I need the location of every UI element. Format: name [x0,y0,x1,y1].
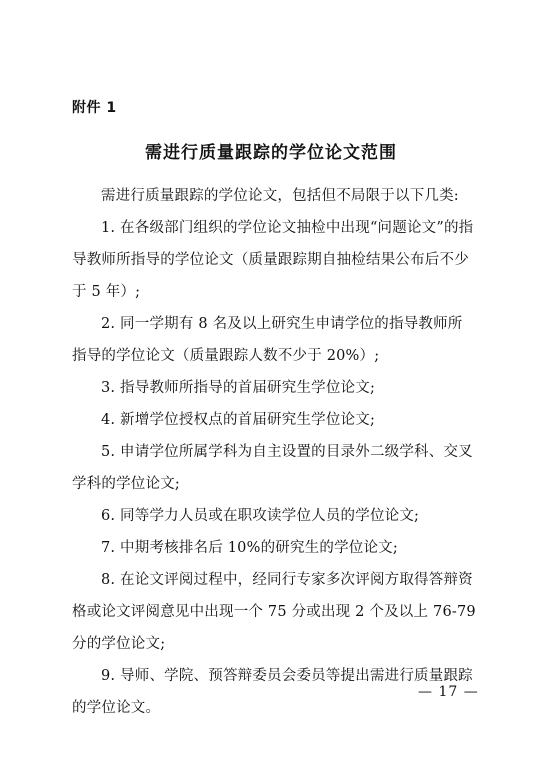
page-number: — 17 — [418,684,479,700]
document-title: 需进行质量跟踪的学位论文范围 [145,143,397,163]
list-item-9: 9. 导师、学院、预答辩委员会委员等提出需进行质量跟踪的学位论文。 [72,668,473,716]
list-item-5: 5. 申请学位所属学科为自主设置的目录外二级学科、交叉学科的学位论文; [72,444,473,492]
attachment-label: 附件 1 [72,100,117,116]
list-item-8: 8. 在论文评阅过程中，经同行专家多次评阅方取得答辩资格或论文评阅意见中出现一个 75 分或出现 2 个及以上 76-79 分的学位论文; [72,572,476,652]
intro-paragraph: 需进行质量跟踪的学位论文，包括但不局限于以下几类: [101,188,459,204]
document-body [72,180,476,724]
list-item-3: 3. 指导教师所指导的首届研究生学位论文; [101,380,376,396]
list-item-7: 7. 中期考核排名后 10%的研究生的学位论文; [101,540,398,556]
list-item-4: 4. 新增学位授权点的首届研究生学位论文; [101,412,376,428]
list-item-1: 1. 在各级部门组织的学位论文抽检中出现“问题论文”的指导教师所指导的学位论文（质量跟踪期自抽检结果公布后不少于 5 年）; [72,220,474,300]
list-item-2: 2. 同一学期有 8 名及以上研究生申请学位的指导教师所指导的学位论文（质量跟踪人数不少于 20%）; [72,316,463,364]
list-item-6: 6. 同等学力人员或在职攻读学位人员的学位论文; [101,508,420,524]
